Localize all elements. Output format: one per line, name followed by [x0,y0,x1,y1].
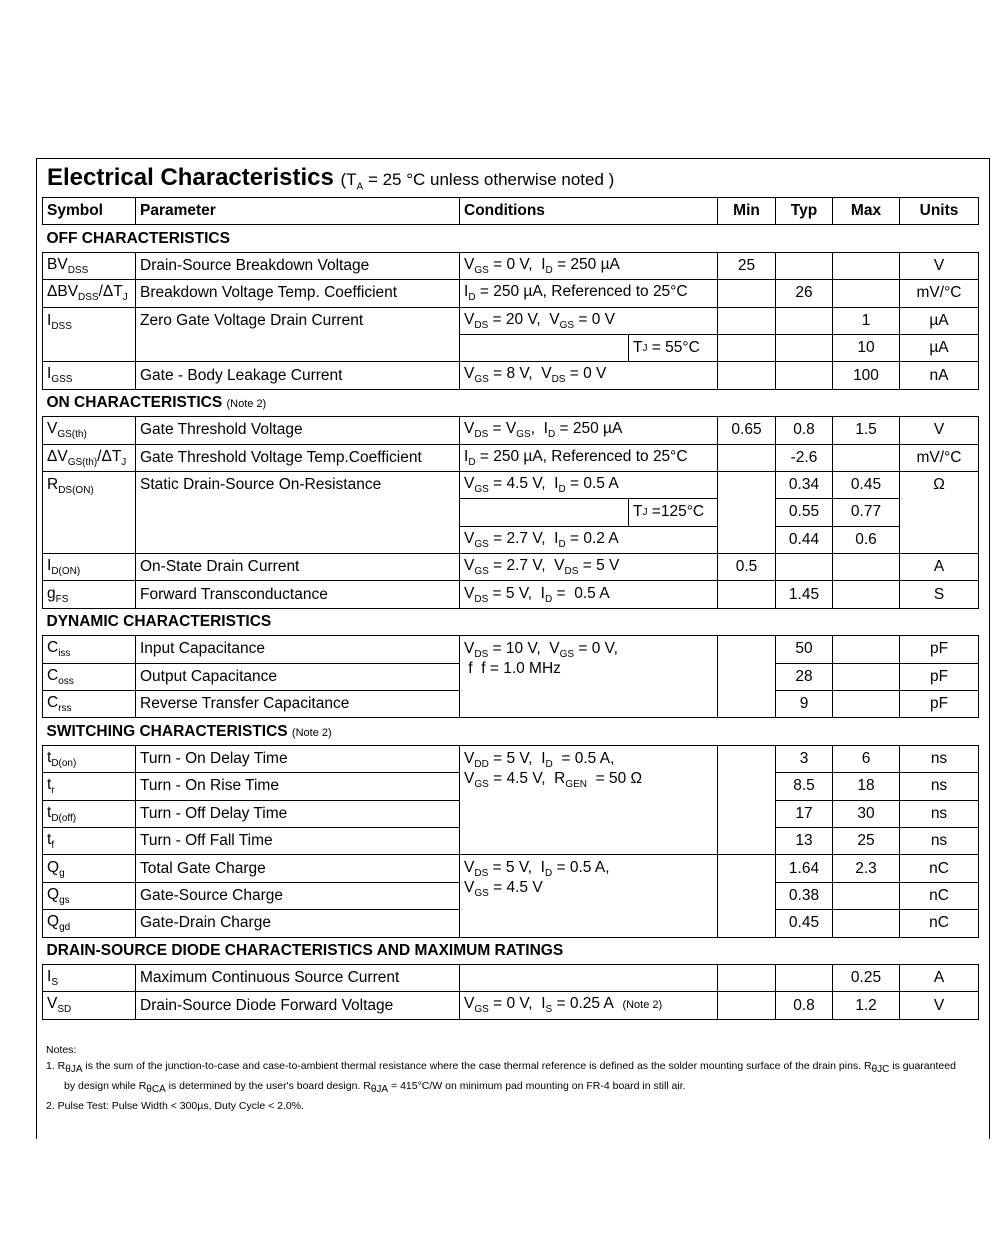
symbol-qg: $Q_g$ [43,855,136,882]
table-row: $V_{SD}$ Drain-Source Diode Forward Voltage $V_{GS} = 0$ V, $I_S = 0.25$ A (Note 2) 0.8 1.2 V [43,992,979,1019]
symbol-dvgsth: $\Delta V_{GS(th)}/\Delta T_J$ [43,444,136,471]
note-1: 1. $R_{\theta JA}$ is the sum of the junction-to-case and case-to-ambient thermal resistance where the case thermal reference is defined as the solder mounting surface of the drain pins. $R_{\theta JC}$ is guaranteed [46,1060,956,1076]
table-row: $I_{D(ON)}$ On-State Drain Current $V_{GS} = 2.7$ V, $V_{DS} = 5$ V 0.5 A [43,554,979,581]
header-min: Min [718,198,776,225]
header-conditions: Conditions [460,198,718,225]
header-typ: Typ [776,198,833,225]
table-row: $R_{DS(ON)}$ Static Drain-Source On-Resistance $V_{GS} = 4.5$ V, $I_D = 0.5$ A 0.34 0.45 Ω [43,471,979,498]
table-row: T J = 55°C 10 µA [43,334,979,361]
table-row: $C_{iss}$ Input Capacitance $V_{DS} = 10$ V, $V_{GS} = 0$ V, f f = 1.0 MHz 50 pF [43,636,979,663]
symbol-is: $I_S$ [43,964,136,991]
table-row: $g_{FS}$ Forward Transconductance $V_{DS} = 5$ V, $I_D = 0.5$ A 1.45 S [43,581,979,608]
table-row: $\Delta BV_{DSS}/\Delta T_J$ Breakdown Voltage Temp. Coefficient $I_D = 250$ µA, Referenced to 25°C 26 mV/°C [43,280,979,307]
symbol-bvdss: $BV_{DSS}$ [43,252,136,279]
symbol-vgsth: $V_{GS(th)}$ [43,417,136,444]
table-row: $BV_{DSS}$ Drain-Source Breakdown Voltage $V_{GS} = 0$ V, $I_D = 250$ µA 25 V [43,252,979,279]
symbol-idon: $I_{D(ON)}$ [43,554,136,581]
table-row: $\Delta V_{GS(th)}/\Delta T_J$ Gate Threshold Voltage Temp.Coefficient $I_D = 250$ µA, Referenced to 25°C -2.6 mV/°C [43,444,979,471]
title-condition: ($T_A = 25$ °C unless otherwise noted ) [340,170,615,193]
section-off: OFF CHARACTERISTICS [43,225,979,252]
section-diode: DRAIN-SOURCE DIODE CHARACTERISTICS AND MAXIMUM RATINGS [43,937,979,964]
note-1-cont: by design while $R_{\theta CA}$ is determined by the user's board design. $R_{\theta JA} = 415^\circ C/W$ on minimum pad mounting on FR-4 board in still air. [64,1080,686,1096]
table-row: $C_{oss}$ Output Capacitance 28 pF [43,663,979,690]
header-max: Max [833,198,900,225]
symbol-igss: $I_{GSS}$ [43,362,136,389]
table-row: $I_{DSS}$ Zero Gate Voltage Drain Current $V_{DS} = 20$ V, $V_{GS} = 0$ V 1 µA [43,307,979,334]
table-row: $t_r$ Turn - On Rise Time 8.5 18 ns [43,773,979,800]
symbol-tdoff: $t_{D(off)}$ [43,800,136,827]
section-switching: SWITCHING CHARACTERISTICS (Note 2) [43,718,979,745]
table-row: $I_S$ Maximum Continuous Source Current 0.25 A [43,964,979,991]
section-dynamic: DYNAMIC CHARACTERISTICS [43,608,979,635]
table-row: $Q_{gs}$ Gate-Source Charge 0.38 nC [43,882,979,909]
symbol-crss: $C_{rss}$ [43,691,136,718]
table-row: $t_f$ Turn - Off Fall Time 13 25 ns [43,827,979,854]
symbol-tr: $t_r$ [43,773,136,800]
table-row: $t_{D(on)}$ Turn - On Delay Time $V_{DD} = 5$ V, $I_D = 0.5$ A, $V_{GS} = 4.5$ V, $R_{GEN} = 50$ Ω 3 6 ns [43,745,979,772]
table-row: $I_{GSS}$ Gate - Body Leakage Current $V_{GS} = 8$ V, $V_{DS} = 0$ V 100 nA [43,362,979,389]
note-2: 2. Pulse Test: Pulse Width < 300µs, Duty Cycle < 2.0%. [46,1100,304,1113]
table-row: $V_{GS(th)}$ Gate Threshold Voltage $V_{DS} = V_{GS}$, $I_D = 250$ µA 0.65 0.8 1.5 V [43,417,979,444]
table-row: T J =125°C 0.55 0.77 [43,499,979,526]
page-title: Electrical Characteristics ($T_A = 25$ °C unless otherwise noted ) [47,164,615,193]
header-units: Units [900,198,979,225]
notes: Notes: 1. $R_{\theta JA}$ is the sum of the junction-to-case and case-to-ambient thermal resistance where the case thermal reference is defined as the solder mounting surface of the drain pins. $R_{\theta JC}$ is guaranteed by design while $R_{\theta CA}$ is determined by the user's board design. $R_{\theta JA} = 415^\circ C/W$ on minimum pad mounting on FR-4 board in still air. 2. Pulse Test: Pulse Width < 300µs, Duty Cycle < 2.0%. [46,1042,976,1114]
symbol-qgd: $Q_{gd}$ [43,910,136,937]
symbol-idss: $I_{DSS}$ [43,307,136,362]
electrical-characteristics-table [42,197,979,1020]
section-on: ON CHARACTERISTICS (Note 2) [43,389,979,416]
symbol-dbvdss: $\Delta BV_{DSS}/\Delta T_J$ [43,280,136,307]
table-row: $Q_{gd}$ Gate-Drain Charge 0.45 nC [43,910,979,937]
table-header-row [43,198,979,225]
symbol-tf: $t_f$ [43,827,136,854]
table-row: $V_{GS} = 2.7$ V, $I_D = 0.2$ A 0.44 0.6 [43,526,979,553]
symbol-qgs: $Q_{gs}$ [43,882,136,909]
symbol-rdson: $R_{DS(ON)}$ [43,471,136,553]
symbol-tdon: $t_{D(on)}$ [43,745,136,772]
table-row: $t_{D(off)}$ Turn - Off Delay Time 17 30 ns [43,800,979,827]
symbol-ciss: $C_{iss}$ [43,636,136,663]
header-parameter: Parameter [136,198,460,225]
symbol-vsd: $V_{SD}$ [43,992,136,1019]
table-row: $Q_g$ Total Gate Charge $V_{DS} = 5$ V, $I_D = 0.5$ A, $V_{GS} = 4.5$ V 1.64 2.3 nC [43,855,979,882]
header-symbol: Symbol [43,198,136,225]
symbol-coss: $C_{oss}$ [43,663,136,690]
symbol-gfs: $g_{FS}$ [43,581,136,608]
table-row: $C_{rss}$ Reverse Transfer Capacitance 9 pF [43,691,979,718]
cond-bvdss: $V_{GS} = 0$ V, $I_D = 250$ µA [460,252,718,279]
